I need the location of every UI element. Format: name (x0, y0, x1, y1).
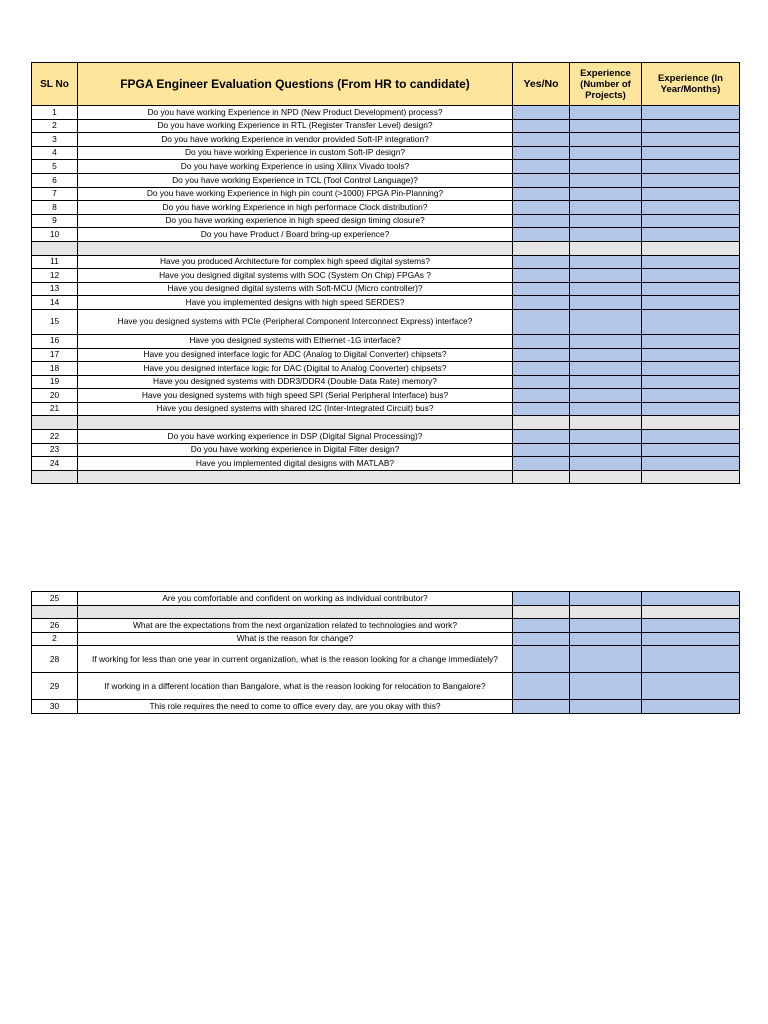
header-yes-no: Yes/No (513, 63, 570, 106)
header-row (32, 63, 740, 106)
projects-input[interactable] (570, 187, 642, 201)
table-row (32, 402, 740, 416)
question-cell: What are the expectations from the next organization related to technologies and work? (78, 619, 513, 633)
yes-no-input[interactable] (513, 309, 570, 334)
yes-no-input[interactable] (513, 187, 570, 201)
sl-cell: 23 (32, 443, 78, 457)
sl-cell: 12 (32, 269, 78, 283)
projects-input[interactable] (570, 700, 642, 714)
question-cell: Have you designed systems with Ethernet -1G interface? (78, 334, 513, 348)
projects-input[interactable] (570, 160, 642, 174)
yes-no-input[interactable] (513, 592, 570, 606)
projects-input[interactable] (570, 646, 642, 673)
projects-input[interactable] (570, 430, 642, 444)
projects-input[interactable] (570, 389, 642, 403)
years-input[interactable] (642, 402, 740, 416)
question-cell: Have you implemented designs with high speed SERDES? (78, 296, 513, 310)
table-row (32, 592, 740, 606)
question-cell: Have you designed interface logic for ADC (Analog to Digital Converter) chipsets? (78, 348, 513, 362)
yes-no-input[interactable] (513, 389, 570, 403)
question-cell: Do you have working Experience in high pin count (>1000) FPGA Pin-Planning? (78, 187, 513, 201)
projects-input[interactable] (570, 269, 642, 283)
table-row (32, 334, 740, 348)
table-row (32, 201, 740, 215)
evaluation-table (31, 62, 740, 484)
sl-cell: 2 (32, 119, 78, 133)
sl-cell: 10 (32, 228, 78, 242)
table-row (32, 375, 740, 389)
separator-row (32, 241, 740, 255)
yes-no-input[interactable] (513, 228, 570, 242)
yes-no-input[interactable] (513, 375, 570, 389)
years-input[interactable] (642, 362, 740, 376)
projects-input[interactable] (570, 457, 642, 471)
sl-cell: 6 (32, 173, 78, 187)
sl-cell: 11 (32, 255, 78, 269)
sl-cell: 8 (32, 201, 78, 215)
projects-input[interactable] (570, 255, 642, 269)
years-input[interactable] (642, 619, 740, 633)
years-input[interactable] (642, 106, 740, 120)
question-cell: This role requires the need to come to office every day, are you okay with this? (78, 700, 513, 714)
question-cell: If working in a different location than Bangalore, what is the reason looking for relocation to Bangalore? (78, 673, 513, 700)
sl-cell: 30 (32, 700, 78, 714)
separator-row (32, 605, 740, 619)
years-input[interactable] (642, 160, 740, 174)
question-cell: Do you have working Experience in custom Soft-IP design? (78, 146, 513, 160)
sl-cell: 26 (32, 619, 78, 633)
yes-no-input[interactable] (513, 334, 570, 348)
sl-cell: 20 (32, 389, 78, 403)
projects-input[interactable] (570, 119, 642, 133)
table-row (32, 389, 740, 403)
question-cell: Do you have working Experience in TCL (Tool Control Language)? (78, 173, 513, 187)
projects-input[interactable] (570, 201, 642, 215)
sl-cell: 13 (32, 282, 78, 296)
sl-cell: 7 (32, 187, 78, 201)
table-row (32, 146, 740, 160)
projects-input[interactable] (570, 348, 642, 362)
yes-no-input[interactable] (513, 646, 570, 673)
table-row (32, 632, 740, 646)
question-cell: Do you have working Experience in RTL (Register Transfer Level) design? (78, 119, 513, 133)
years-input[interactable] (642, 201, 740, 215)
years-input[interactable] (642, 269, 740, 283)
years-input[interactable] (642, 187, 740, 201)
yes-no-input[interactable] (513, 673, 570, 700)
table-row (32, 255, 740, 269)
sl-cell: 15 (32, 309, 78, 334)
question-cell: Have you designed systems with high speed SPI (Serial Peripheral Interface) bus? (78, 389, 513, 403)
question-cell: Do you have working Experience in vendor provided Soft-IP integration? (78, 133, 513, 147)
sl-cell: 16 (32, 334, 78, 348)
sl-cell: 29 (32, 673, 78, 700)
yes-no-input[interactable] (513, 296, 570, 310)
years-input[interactable] (642, 228, 740, 242)
projects-input[interactable] (570, 146, 642, 160)
years-input[interactable] (642, 119, 740, 133)
projects-input[interactable] (570, 632, 642, 646)
years-input[interactable] (642, 133, 740, 147)
years-input[interactable] (642, 375, 740, 389)
projects-input[interactable] (570, 228, 642, 242)
table-row (32, 187, 740, 201)
years-input[interactable] (642, 146, 740, 160)
question-cell: Do you have working Experience in NPD (New Product Development) process? (78, 106, 513, 120)
question-cell: If working for less than one year in current organization, what is the reason looking for a change immediately? (78, 646, 513, 673)
sl-cell: 1 (32, 106, 78, 120)
table-row (32, 119, 740, 133)
sl-cell: 22 (32, 430, 78, 444)
header-experience-projects: Experience (Number of Projects) (570, 63, 642, 106)
years-input[interactable] (642, 173, 740, 187)
yes-no-input[interactable] (513, 214, 570, 228)
sl-cell: 4 (32, 146, 78, 160)
yes-no-input[interactable] (513, 160, 570, 174)
yes-no-input[interactable] (513, 146, 570, 160)
question-cell: Have you produced Architecture for complex high speed digital systems? (78, 255, 513, 269)
sl-cell: 5 (32, 160, 78, 174)
sl-cell: 18 (32, 362, 78, 376)
years-input[interactable] (642, 673, 740, 700)
table-row (32, 160, 740, 174)
projects-input[interactable] (570, 214, 642, 228)
question-cell: Have you designed systems with shared I2C (Inter-Integrated Circuit) bus? (78, 402, 513, 416)
question-cell: Do you have Product / Board bring-up experience? (78, 228, 513, 242)
yes-no-input[interactable] (513, 443, 570, 457)
question-cell: Have you designed systems with PCIe (Peripheral Component Interconnect Express) interface? (78, 309, 513, 334)
projects-input[interactable] (570, 592, 642, 606)
years-input[interactable] (642, 430, 740, 444)
separator-row (32, 416, 740, 430)
years-input[interactable] (642, 309, 740, 334)
sl-cell: 21 (32, 402, 78, 416)
question-cell: Do you have working Experience in high performace Clock distribution? (78, 201, 513, 215)
table-row (32, 443, 740, 457)
table-row (32, 296, 740, 310)
sl-cell: 14 (32, 296, 78, 310)
table-row (32, 673, 740, 700)
table-row (32, 430, 740, 444)
yes-no-input[interactable] (513, 348, 570, 362)
question-cell: What is the reason for change? (78, 632, 513, 646)
table-row (32, 282, 740, 296)
hr-questions-table (31, 591, 740, 714)
question-cell: Do you have working experience in Digital Filter design? (78, 443, 513, 457)
table-row (32, 457, 740, 471)
separator-row (32, 470, 740, 484)
years-input[interactable] (642, 389, 740, 403)
question-cell: Are you comfortable and confident on working as individual contributor? (78, 592, 513, 606)
yes-no-input[interactable] (513, 430, 570, 444)
yes-no-input[interactable] (513, 402, 570, 416)
projects-input[interactable] (570, 133, 642, 147)
projects-input[interactable] (570, 173, 642, 187)
table-row (32, 619, 740, 633)
question-cell: Have you designed interface logic for DAC (Digital to Analog Converter) chipsets? (78, 362, 513, 376)
projects-input[interactable] (570, 362, 642, 376)
header-sl-no: SL No (32, 63, 78, 106)
sl-cell: 28 (32, 646, 78, 673)
years-input[interactable] (642, 700, 740, 714)
yes-no-input[interactable] (513, 282, 570, 296)
table-row (32, 348, 740, 362)
sl-cell: 17 (32, 348, 78, 362)
projects-input[interactable] (570, 282, 642, 296)
sl-cell: 19 (32, 375, 78, 389)
projects-input[interactable] (570, 375, 642, 389)
sl-cell: 9 (32, 214, 78, 228)
table-row (32, 362, 740, 376)
yes-no-input[interactable] (513, 457, 570, 471)
sl-cell: 2 (32, 632, 78, 646)
years-input[interactable] (642, 592, 740, 606)
years-input[interactable] (642, 282, 740, 296)
table-row (32, 269, 740, 283)
table-row (32, 106, 740, 120)
question-cell: Have you designed digital systems with SOC (System On Chip) FPGAs ? (78, 269, 513, 283)
question-cell: Have you designed digital systems with Soft-MCU (Micro controller)? (78, 282, 513, 296)
sl-cell: 25 (32, 592, 78, 606)
sl-cell: 3 (32, 133, 78, 147)
yes-no-input[interactable] (513, 133, 570, 147)
table-row (32, 214, 740, 228)
projects-input[interactable] (570, 443, 642, 457)
projects-input[interactable] (570, 334, 642, 348)
table-row (32, 228, 740, 242)
yes-no-input[interactable] (513, 362, 570, 376)
projects-input[interactable] (570, 106, 642, 120)
years-input[interactable] (642, 255, 740, 269)
question-cell: Do you have working Experience in using Xilinx Vivado tools? (78, 160, 513, 174)
years-input[interactable] (642, 646, 740, 673)
question-cell: Have you designed systems with DDR3/DDR4 (Double Data Rate) memory? (78, 375, 513, 389)
table-row (32, 646, 740, 673)
years-input[interactable] (642, 348, 740, 362)
yes-no-input[interactable] (513, 619, 570, 633)
yes-no-input[interactable] (513, 255, 570, 269)
projects-input[interactable] (570, 296, 642, 310)
years-input[interactable] (642, 296, 740, 310)
table-row (32, 173, 740, 187)
header-experience-years: Experience (In Year/Months) (642, 63, 740, 106)
years-input[interactable] (642, 214, 740, 228)
yes-no-input[interactable] (513, 119, 570, 133)
table-row (32, 309, 740, 334)
years-input[interactable] (642, 632, 740, 646)
projects-input[interactable] (570, 402, 642, 416)
yes-no-input[interactable] (513, 106, 570, 120)
yes-no-input[interactable] (513, 173, 570, 187)
years-input[interactable] (642, 443, 740, 457)
sl-cell: 24 (32, 457, 78, 471)
yes-no-input[interactable] (513, 632, 570, 646)
question-cell: Do you have working experience in DSP (Digital Signal Processing)? (78, 430, 513, 444)
yes-no-input[interactable] (513, 201, 570, 215)
projects-input[interactable] (570, 309, 642, 334)
yes-no-input[interactable] (513, 269, 570, 283)
table-row (32, 700, 740, 714)
question-cell: Do you have working experience in high speed design timing closure? (78, 214, 513, 228)
projects-input[interactable] (570, 619, 642, 633)
yes-no-input[interactable] (513, 700, 570, 714)
years-input[interactable] (642, 457, 740, 471)
years-input[interactable] (642, 334, 740, 348)
header-question: FPGA Engineer Evaluation Questions (From HR to candidate) (78, 63, 513, 106)
question-cell: Have you implemented digital designs with MATLAB? (78, 457, 513, 471)
table-row (32, 133, 740, 147)
projects-input[interactable] (570, 673, 642, 700)
